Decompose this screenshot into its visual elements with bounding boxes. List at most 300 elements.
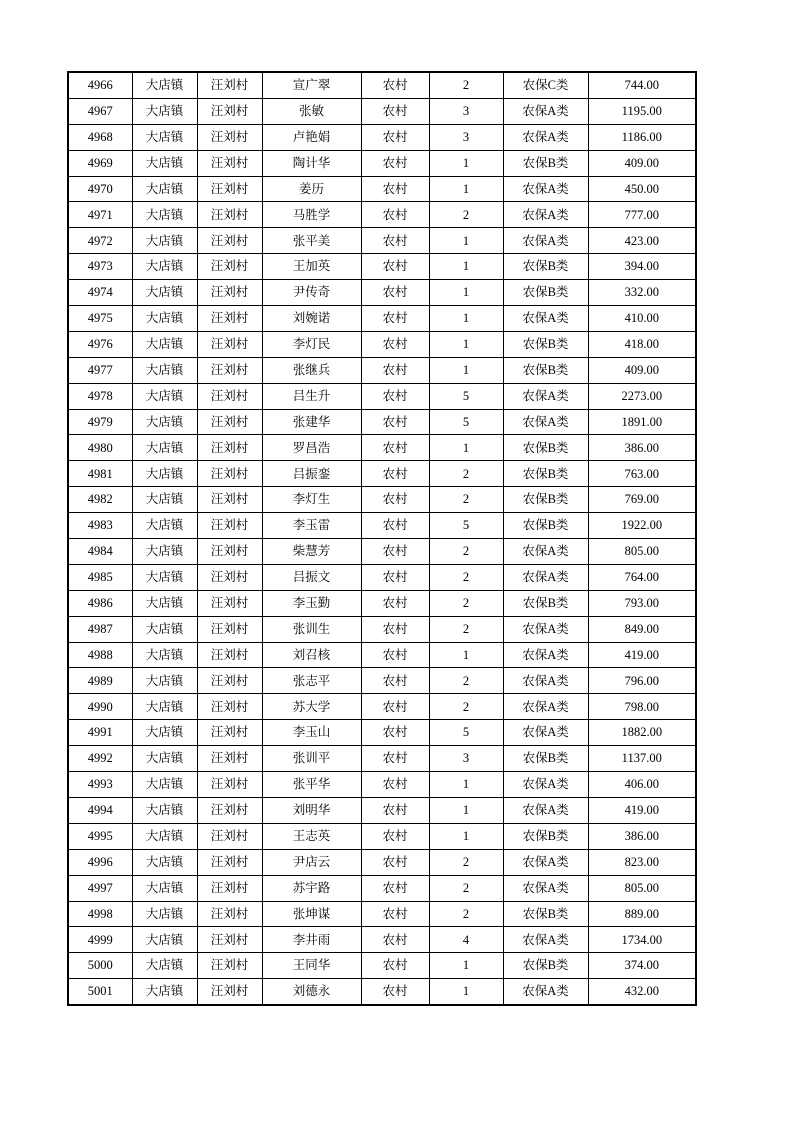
cell-amount: 777.00	[588, 202, 696, 228]
cell-person-count: 1	[429, 823, 503, 849]
cell-town-name: 大店镇	[132, 150, 197, 176]
cell-insurance-category: 农保A类	[503, 124, 588, 150]
cell-village-name: 汪刘村	[197, 176, 262, 202]
cell-person-name: 王加英	[262, 254, 361, 280]
cell-person-name: 苏大学	[262, 694, 361, 720]
cell-serial-number: 4977	[68, 357, 132, 383]
cell-residence-type: 农村	[361, 875, 429, 901]
table-row	[68, 927, 696, 953]
cell-amount: 1186.00	[588, 124, 696, 150]
cell-amount: 1922.00	[588, 513, 696, 539]
cell-serial-number: 4986	[68, 590, 132, 616]
table-row	[68, 720, 696, 746]
cell-residence-type: 农村	[361, 979, 429, 1005]
cell-residence-type: 农村	[361, 539, 429, 565]
cell-village-name: 汪刘村	[197, 331, 262, 357]
table-row	[68, 306, 696, 332]
cell-amount: 332.00	[588, 280, 696, 306]
cell-amount: 1882.00	[588, 720, 696, 746]
cell-town-name: 大店镇	[132, 590, 197, 616]
cell-town-name: 大店镇	[132, 901, 197, 927]
cell-insurance-category: 农保A类	[503, 849, 588, 875]
table-row	[68, 487, 696, 513]
table-row	[68, 694, 696, 720]
cell-town-name: 大店镇	[132, 746, 197, 772]
cell-village-name: 汪刘村	[197, 539, 262, 565]
cell-person-count: 1	[429, 150, 503, 176]
cell-person-count: 2	[429, 694, 503, 720]
cell-person-name: 李灯生	[262, 487, 361, 513]
cell-insurance-category: 农保B类	[503, 901, 588, 927]
cell-town-name: 大店镇	[132, 539, 197, 565]
cell-serial-number: 4987	[68, 616, 132, 642]
cell-village-name: 汪刘村	[197, 228, 262, 254]
cell-amount: 744.00	[588, 72, 696, 98]
cell-residence-type: 农村	[361, 668, 429, 694]
cell-amount: 2273.00	[588, 383, 696, 409]
cell-person-name: 张坤谋	[262, 901, 361, 927]
cell-insurance-category: 农保A类	[503, 202, 588, 228]
cell-person-name: 李玉雷	[262, 513, 361, 539]
cell-serial-number: 4973	[68, 254, 132, 280]
table-row	[68, 539, 696, 565]
cell-person-count: 2	[429, 72, 503, 98]
cell-person-count: 4	[429, 927, 503, 953]
cell-insurance-category: 农保A类	[503, 306, 588, 332]
cell-amount: 889.00	[588, 901, 696, 927]
cell-residence-type: 农村	[361, 202, 429, 228]
cell-village-name: 汪刘村	[197, 202, 262, 228]
cell-village-name: 汪刘村	[197, 254, 262, 280]
cell-serial-number: 4997	[68, 875, 132, 901]
cell-amount: 798.00	[588, 694, 696, 720]
cell-amount: 1195.00	[588, 98, 696, 124]
insurance-roster-table	[67, 71, 697, 1006]
cell-amount: 419.00	[588, 797, 696, 823]
table-body	[68, 72, 696, 1005]
cell-insurance-category: 农保A类	[503, 642, 588, 668]
cell-serial-number: 4968	[68, 124, 132, 150]
cell-amount: 423.00	[588, 228, 696, 254]
cell-village-name: 汪刘村	[197, 357, 262, 383]
cell-amount: 386.00	[588, 823, 696, 849]
table-row	[68, 746, 696, 772]
cell-village-name: 汪刘村	[197, 461, 262, 487]
table-row	[68, 849, 696, 875]
cell-person-count: 1	[429, 280, 503, 306]
cell-town-name: 大店镇	[132, 202, 197, 228]
cell-person-count: 2	[429, 875, 503, 901]
document-page	[67, 71, 697, 1006]
cell-insurance-category: 农保A类	[503, 927, 588, 953]
cell-person-count: 2	[429, 487, 503, 513]
cell-town-name: 大店镇	[132, 357, 197, 383]
cell-town-name: 大店镇	[132, 979, 197, 1005]
cell-village-name: 汪刘村	[197, 875, 262, 901]
cell-village-name: 汪刘村	[197, 720, 262, 746]
table-row	[68, 797, 696, 823]
cell-amount: 793.00	[588, 590, 696, 616]
cell-residence-type: 农村	[361, 383, 429, 409]
cell-insurance-category: 农保A类	[503, 409, 588, 435]
table-row	[68, 98, 696, 124]
cell-town-name: 大店镇	[132, 383, 197, 409]
cell-amount: 805.00	[588, 875, 696, 901]
cell-insurance-category: 农保B类	[503, 487, 588, 513]
cell-person-name: 尹店云	[262, 849, 361, 875]
table-row	[68, 590, 696, 616]
cell-village-name: 汪刘村	[197, 150, 262, 176]
cell-person-name: 李井雨	[262, 927, 361, 953]
cell-serial-number: 4981	[68, 461, 132, 487]
cell-town-name: 大店镇	[132, 513, 197, 539]
cell-person-name: 姜历	[262, 176, 361, 202]
cell-village-name: 汪刘村	[197, 694, 262, 720]
cell-insurance-category: 农保A类	[503, 668, 588, 694]
table-row	[68, 979, 696, 1005]
cell-serial-number: 4969	[68, 150, 132, 176]
cell-serial-number: 5000	[68, 953, 132, 979]
cell-town-name: 大店镇	[132, 875, 197, 901]
cell-residence-type: 农村	[361, 435, 429, 461]
cell-serial-number: 4988	[68, 642, 132, 668]
cell-person-name: 吕振銮	[262, 461, 361, 487]
cell-serial-number: 4996	[68, 849, 132, 875]
cell-residence-type: 农村	[361, 513, 429, 539]
cell-insurance-category: 农保B类	[503, 280, 588, 306]
cell-village-name: 汪刘村	[197, 487, 262, 513]
cell-residence-type: 农村	[361, 150, 429, 176]
cell-residence-type: 农村	[361, 564, 429, 590]
cell-insurance-category: 农保A类	[503, 176, 588, 202]
cell-amount: 849.00	[588, 616, 696, 642]
cell-town-name: 大店镇	[132, 306, 197, 332]
cell-town-name: 大店镇	[132, 98, 197, 124]
cell-town-name: 大店镇	[132, 953, 197, 979]
cell-village-name: 汪刘村	[197, 772, 262, 798]
table-row	[68, 616, 696, 642]
cell-person-count: 1	[429, 254, 503, 280]
cell-residence-type: 农村	[361, 306, 429, 332]
cell-residence-type: 农村	[361, 616, 429, 642]
cell-serial-number: 4985	[68, 564, 132, 590]
table-row	[68, 513, 696, 539]
cell-person-count: 1	[429, 306, 503, 332]
cell-person-count: 5	[429, 513, 503, 539]
cell-person-name: 张志平	[262, 668, 361, 694]
cell-person-name: 李灯民	[262, 331, 361, 357]
cell-village-name: 汪刘村	[197, 616, 262, 642]
cell-person-name: 柴慧芳	[262, 539, 361, 565]
cell-person-name: 吕生升	[262, 383, 361, 409]
cell-residence-type: 农村	[361, 409, 429, 435]
cell-person-count: 5	[429, 720, 503, 746]
cell-village-name: 汪刘村	[197, 927, 262, 953]
cell-person-name: 马胜学	[262, 202, 361, 228]
cell-serial-number: 4979	[68, 409, 132, 435]
cell-insurance-category: 农保A类	[503, 98, 588, 124]
cell-person-name: 王志英	[262, 823, 361, 849]
cell-amount: 763.00	[588, 461, 696, 487]
cell-village-name: 汪刘村	[197, 409, 262, 435]
cell-person-count: 5	[429, 383, 503, 409]
cell-serial-number: 4999	[68, 927, 132, 953]
table-row	[68, 875, 696, 901]
cell-amount: 386.00	[588, 435, 696, 461]
cell-village-name: 汪刘村	[197, 435, 262, 461]
cell-serial-number: 4967	[68, 98, 132, 124]
cell-person-name: 尹传奇	[262, 280, 361, 306]
cell-insurance-category: 农保B类	[503, 823, 588, 849]
cell-insurance-category: 农保A类	[503, 875, 588, 901]
cell-residence-type: 农村	[361, 953, 429, 979]
cell-residence-type: 农村	[361, 642, 429, 668]
cell-town-name: 大店镇	[132, 694, 197, 720]
cell-amount: 823.00	[588, 849, 696, 875]
cell-insurance-category: 农保A类	[503, 616, 588, 642]
cell-village-name: 汪刘村	[197, 746, 262, 772]
cell-town-name: 大店镇	[132, 642, 197, 668]
cell-amount: 432.00	[588, 979, 696, 1005]
cell-village-name: 汪刘村	[197, 98, 262, 124]
cell-town-name: 大店镇	[132, 797, 197, 823]
cell-town-name: 大店镇	[132, 280, 197, 306]
table-row	[68, 383, 696, 409]
cell-town-name: 大店镇	[132, 616, 197, 642]
cell-residence-type: 农村	[361, 849, 429, 875]
cell-town-name: 大店镇	[132, 720, 197, 746]
cell-town-name: 大店镇	[132, 849, 197, 875]
cell-residence-type: 农村	[361, 461, 429, 487]
table-row	[68, 668, 696, 694]
cell-town-name: 大店镇	[132, 927, 197, 953]
cell-person-count: 1	[429, 772, 503, 798]
cell-person-name: 王同华	[262, 953, 361, 979]
cell-person-count: 1	[429, 176, 503, 202]
table-row	[68, 124, 696, 150]
cell-person-name: 刘婉诺	[262, 306, 361, 332]
cell-serial-number: 4998	[68, 901, 132, 927]
cell-residence-type: 农村	[361, 746, 429, 772]
cell-residence-type: 农村	[361, 720, 429, 746]
cell-person-name: 张继兵	[262, 357, 361, 383]
cell-person-count: 1	[429, 979, 503, 1005]
cell-town-name: 大店镇	[132, 409, 197, 435]
cell-village-name: 汪刘村	[197, 901, 262, 927]
cell-serial-number: 4970	[68, 176, 132, 202]
table-row	[68, 564, 696, 590]
cell-person-count: 2	[429, 461, 503, 487]
cell-town-name: 大店镇	[132, 823, 197, 849]
cell-amount: 805.00	[588, 539, 696, 565]
cell-serial-number: 4989	[68, 668, 132, 694]
table-row	[68, 72, 696, 98]
cell-person-count: 3	[429, 98, 503, 124]
cell-person-count: 2	[429, 901, 503, 927]
table-row	[68, 409, 696, 435]
cell-residence-type: 农村	[361, 590, 429, 616]
cell-residence-type: 农村	[361, 797, 429, 823]
cell-residence-type: 农村	[361, 280, 429, 306]
cell-person-name: 张平美	[262, 228, 361, 254]
cell-person-count: 5	[429, 409, 503, 435]
cell-serial-number: 4984	[68, 539, 132, 565]
cell-person-count: 2	[429, 564, 503, 590]
cell-town-name: 大店镇	[132, 461, 197, 487]
cell-town-name: 大店镇	[132, 228, 197, 254]
cell-person-name: 张建华	[262, 409, 361, 435]
cell-serial-number: 4971	[68, 202, 132, 228]
cell-amount: 410.00	[588, 306, 696, 332]
cell-amount: 769.00	[588, 487, 696, 513]
cell-person-name: 罗昌浩	[262, 435, 361, 461]
cell-serial-number: 4991	[68, 720, 132, 746]
cell-town-name: 大店镇	[132, 487, 197, 513]
cell-residence-type: 农村	[361, 254, 429, 280]
cell-serial-number: 4972	[68, 228, 132, 254]
cell-person-name: 张平华	[262, 772, 361, 798]
table-row	[68, 176, 696, 202]
cell-village-name: 汪刘村	[197, 513, 262, 539]
cell-serial-number: 4974	[68, 280, 132, 306]
cell-amount: 394.00	[588, 254, 696, 280]
cell-insurance-category: 农保C类	[503, 72, 588, 98]
table-row	[68, 254, 696, 280]
cell-amount: 374.00	[588, 953, 696, 979]
cell-serial-number: 4993	[68, 772, 132, 798]
cell-amount: 764.00	[588, 564, 696, 590]
cell-serial-number: 4992	[68, 746, 132, 772]
cell-town-name: 大店镇	[132, 176, 197, 202]
cell-person-name: 刘召核	[262, 642, 361, 668]
cell-person-name: 陶计华	[262, 150, 361, 176]
cell-town-name: 大店镇	[132, 331, 197, 357]
cell-village-name: 汪刘村	[197, 642, 262, 668]
cell-insurance-category: 农保B类	[503, 590, 588, 616]
cell-insurance-category: 农保A类	[503, 539, 588, 565]
cell-amount: 419.00	[588, 642, 696, 668]
cell-person-name: 李玉勤	[262, 590, 361, 616]
cell-insurance-category: 农保A类	[503, 772, 588, 798]
cell-village-name: 汪刘村	[197, 383, 262, 409]
cell-insurance-category: 农保B类	[503, 435, 588, 461]
cell-amount: 409.00	[588, 357, 696, 383]
cell-residence-type: 农村	[361, 176, 429, 202]
cell-person-count: 2	[429, 202, 503, 228]
cell-person-name: 宣广翠	[262, 72, 361, 98]
table-row	[68, 823, 696, 849]
cell-amount: 450.00	[588, 176, 696, 202]
table-row	[68, 461, 696, 487]
cell-insurance-category: 农保A类	[503, 979, 588, 1005]
cell-amount: 796.00	[588, 668, 696, 694]
cell-serial-number: 4995	[68, 823, 132, 849]
cell-person-name: 李玉山	[262, 720, 361, 746]
cell-person-count: 2	[429, 668, 503, 694]
cell-serial-number: 4978	[68, 383, 132, 409]
cell-person-count: 1	[429, 642, 503, 668]
table-row	[68, 435, 696, 461]
cell-serial-number: 4980	[68, 435, 132, 461]
cell-insurance-category: 农保B类	[503, 513, 588, 539]
cell-serial-number: 4975	[68, 306, 132, 332]
cell-town-name: 大店镇	[132, 668, 197, 694]
cell-person-count: 1	[429, 228, 503, 254]
cell-amount: 406.00	[588, 772, 696, 798]
cell-insurance-category: 农保A类	[503, 228, 588, 254]
cell-serial-number: 4966	[68, 72, 132, 98]
cell-serial-number: 4994	[68, 797, 132, 823]
cell-person-count: 1	[429, 797, 503, 823]
cell-town-name: 大店镇	[132, 772, 197, 798]
cell-person-count: 1	[429, 357, 503, 383]
cell-person-count: 3	[429, 124, 503, 150]
cell-residence-type: 农村	[361, 694, 429, 720]
cell-insurance-category: 农保B类	[503, 746, 588, 772]
cell-person-name: 吕振文	[262, 564, 361, 590]
cell-village-name: 汪刘村	[197, 668, 262, 694]
cell-serial-number: 4983	[68, 513, 132, 539]
cell-residence-type: 农村	[361, 72, 429, 98]
cell-insurance-category: 农保A类	[503, 564, 588, 590]
cell-village-name: 汪刘村	[197, 306, 262, 332]
cell-person-name: 苏宇路	[262, 875, 361, 901]
cell-insurance-category: 农保A类	[503, 720, 588, 746]
cell-amount: 418.00	[588, 331, 696, 357]
cell-insurance-category: 农保B类	[503, 953, 588, 979]
table-row	[68, 357, 696, 383]
cell-serial-number: 4982	[68, 487, 132, 513]
cell-village-name: 汪刘村	[197, 72, 262, 98]
cell-village-name: 汪刘村	[197, 979, 262, 1005]
cell-serial-number: 4990	[68, 694, 132, 720]
table-row	[68, 953, 696, 979]
cell-residence-type: 农村	[361, 228, 429, 254]
cell-village-name: 汪刘村	[197, 280, 262, 306]
cell-village-name: 汪刘村	[197, 124, 262, 150]
cell-village-name: 汪刘村	[197, 564, 262, 590]
cell-person-count: 2	[429, 539, 503, 565]
cell-village-name: 汪刘村	[197, 953, 262, 979]
cell-residence-type: 农村	[361, 772, 429, 798]
cell-residence-type: 农村	[361, 901, 429, 927]
cell-person-name: 刘明华	[262, 797, 361, 823]
cell-person-count: 1	[429, 953, 503, 979]
cell-village-name: 汪刘村	[197, 590, 262, 616]
cell-amount: 409.00	[588, 150, 696, 176]
cell-village-name: 汪刘村	[197, 849, 262, 875]
cell-amount: 1734.00	[588, 927, 696, 953]
cell-insurance-category: 农保B类	[503, 254, 588, 280]
cell-person-name: 张训平	[262, 746, 361, 772]
cell-town-name: 大店镇	[132, 72, 197, 98]
cell-insurance-category: 农保B类	[503, 150, 588, 176]
cell-person-name: 张敏	[262, 98, 361, 124]
cell-person-count: 1	[429, 435, 503, 461]
cell-serial-number: 5001	[68, 979, 132, 1005]
cell-residence-type: 农村	[361, 357, 429, 383]
cell-village-name: 汪刘村	[197, 797, 262, 823]
cell-residence-type: 农村	[361, 98, 429, 124]
cell-town-name: 大店镇	[132, 435, 197, 461]
cell-residence-type: 农村	[361, 124, 429, 150]
cell-person-count: 3	[429, 746, 503, 772]
table-row	[68, 150, 696, 176]
cell-insurance-category: 农保B类	[503, 331, 588, 357]
table-row	[68, 228, 696, 254]
table-row	[68, 331, 696, 357]
cell-residence-type: 农村	[361, 927, 429, 953]
